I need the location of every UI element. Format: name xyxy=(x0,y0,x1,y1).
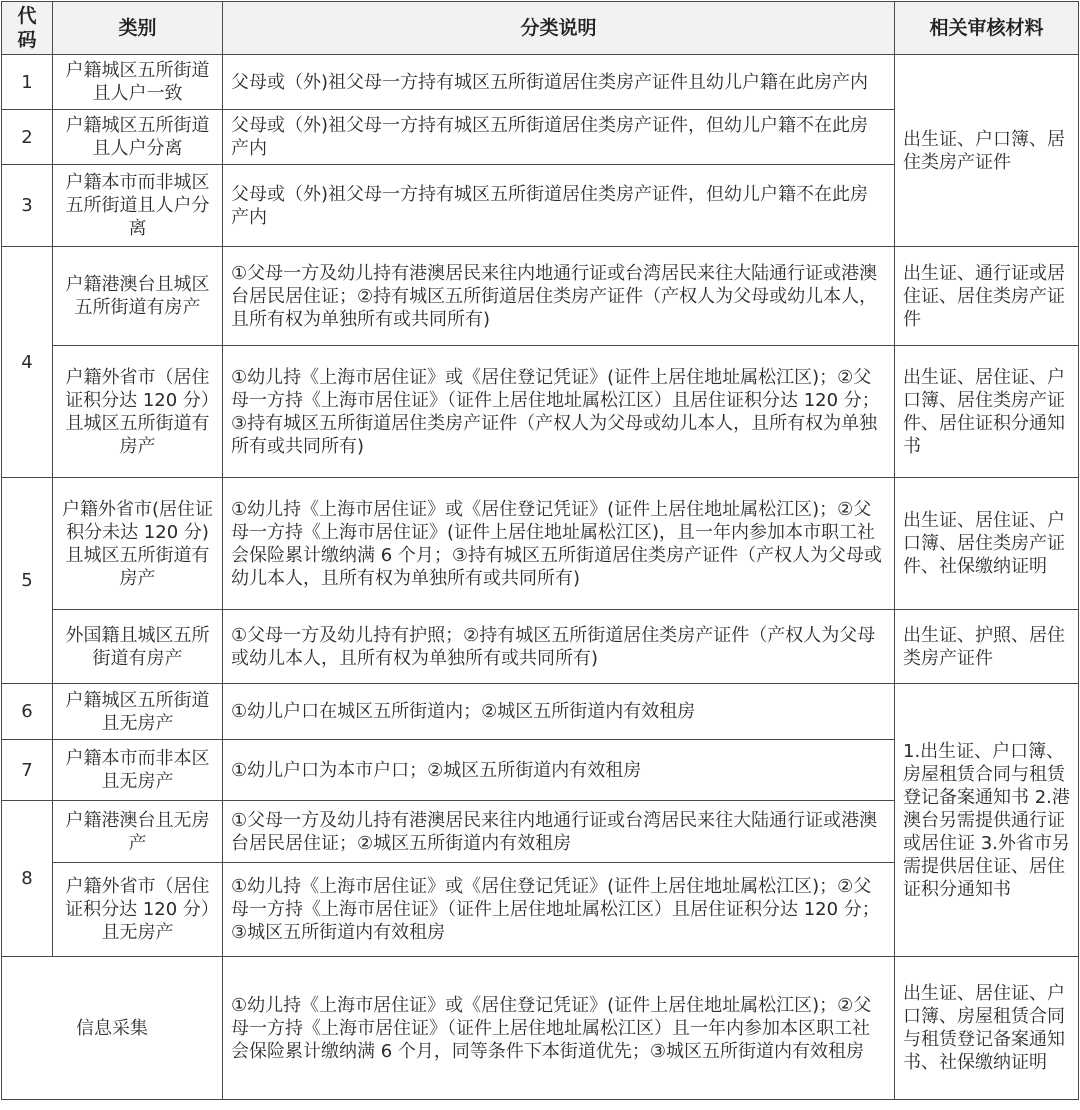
row-code: 6 xyxy=(2,684,53,740)
row-code: 1 xyxy=(2,55,53,110)
row-category: 户籍本市而非本区且无房产 xyxy=(53,740,223,801)
row-code: 3 xyxy=(2,165,53,247)
row-description: 父母或（外)祖父母一方持有城区五所街道居住类房产证件，但幼儿户籍不在此房产内 xyxy=(223,110,895,165)
row-materials: 出生证、居住证、户口簿、居住类房产证件、居住证积分通知书 xyxy=(895,346,1079,478)
table-row xyxy=(2,610,1079,684)
row-category: 户籍城区五所街道且人户一致 xyxy=(53,55,223,110)
row-materials: 出生证、户口簿、居住类房产证件 xyxy=(895,55,1079,247)
row-description: ①父母一方及幼儿持有港澳居民来往内地通行证或台湾居民来往大陆通行证或港澳台居民居住证；②城区五所街道内有效租房 xyxy=(223,801,895,863)
row-description: ①父母一方及幼儿持有港澳居民来往内地通行证或台湾居民来往大陆通行证或港澳台居民居住证；②持有城区五所街道居住类房产证件（产权人为父母或幼儿本人，且所有权为单独所有或共同所有) xyxy=(223,247,895,346)
table-row xyxy=(2,684,1079,740)
table-row xyxy=(2,478,1079,610)
row-code: 2 xyxy=(2,110,53,165)
row-code: 7 xyxy=(2,740,53,801)
table-row xyxy=(2,247,1079,346)
row-category: 户籍外省市（居住证积分达 120 分）且城区五所街道有房产 xyxy=(53,346,223,478)
row-materials: 出生证、护照、居住类房产证件 xyxy=(895,610,1079,684)
header-materials: 相关审核材料 xyxy=(895,2,1079,55)
row-description: ①幼儿持《上海市居住证》或《居住登记凭证》(证件上居住地址属松江区)；②父母一方持《上海市居住证》（证件上居住地址属松江区）且居住证积分达 120 分；③持有城区五所街道居住类房产证件（产权人为父母或幼儿本人，且所有权为单独所有或共同所有) xyxy=(223,346,895,478)
row-description: ①幼儿持《上海市居住证》或《居住登记凭证》(证件上居住地址属松江区)；②父母一方持《上海市居住证》（证件上居住地址属松江区）且居住证积分达 120 分；③城区五所街道内有效租房 xyxy=(223,863,895,957)
row-description: ①幼儿户口在城区五所街道内；②城区五所街道内有效租房 xyxy=(223,684,895,740)
row-materials: 出生证、通行证或居住证、居住类房产证件 xyxy=(895,247,1079,346)
header-category: 类别 xyxy=(53,2,223,55)
table-row xyxy=(2,957,1079,1100)
row-category: 户籍港澳台且城区五所街道有房产 xyxy=(53,247,223,346)
row-description: 父母或（外)祖父母一方持有城区五所街道居住类房产证件，但幼儿户籍不在此房产内 xyxy=(223,165,895,247)
table-row xyxy=(2,55,1079,110)
row-description: ①幼儿持《上海市居住证》或《居住登记凭证》(证件上居住地址属松江区)；②父母一方持《上海市居住证》（证件上居住地址属松江区）且一年内参加本区职工社会保险累计缴纳满 6 个月，同等条件下本街道优先；③城区五所街道内有效租房 xyxy=(223,957,895,1100)
row-materials: 出生证、居住证、户口簿、居住类房产证件、社保缴纳证明 xyxy=(895,478,1079,610)
row-category: 户籍城区五所街道且人户分离 xyxy=(53,110,223,165)
row-category: 户籍外省市（居住证积分达 120 分）且无房产 xyxy=(53,863,223,957)
row-category: 信息采集 xyxy=(2,957,223,1100)
row-category: 户籍外省市(居住证积分未达 120 分)且城区五所街道有房产 xyxy=(53,478,223,610)
row-category: 户籍本市而非城区五所街道且人户分离 xyxy=(53,165,223,247)
row-category: 外国籍且城区五所街道有房产 xyxy=(53,610,223,684)
row-description: 父母或（外)祖父母一方持有城区五所街道居住类房产证件且幼儿户籍在此房产内 xyxy=(223,55,895,110)
classification-table xyxy=(1,1,1079,1100)
row-materials: 出生证、居住证、户口簿、房屋租赁合同与租赁登记备案通知书、社保缴纳证明 xyxy=(895,957,1079,1100)
header-code: 代码 xyxy=(2,2,53,55)
row-category: 户籍城区五所街道且无房产 xyxy=(53,684,223,740)
row-description: ①父母一方及幼儿持有护照；②持有城区五所街道居住类房产证件（产权人为父母或幼儿本人，且所有权为单独所有或共同所有) xyxy=(223,610,895,684)
row-description: ①幼儿户口为本市户口；②城区五所街道内有效租房 xyxy=(223,740,895,801)
row-code: 8 xyxy=(2,801,53,957)
header-description: 分类说明 xyxy=(223,2,895,55)
row-description: ①幼儿持《上海市居住证》或《居住登记凭证》(证件上居住地址属松江区)；②父母一方持《上海市居住证》(证件上居住地址属松江区)，且一年内参加本市职工社会保险累计缴纳满 6 个月；③持有城区五所街道居住类房产证件（产权人为父母或幼儿本人，且所有权为单独所有或共同所有) xyxy=(223,478,895,610)
row-code: 5 xyxy=(2,478,53,684)
row-category: 户籍港澳台且无房产 xyxy=(53,801,223,863)
table-row xyxy=(2,346,1079,478)
row-materials: 1.出生证、户口簿、房屋租赁合同与租赁登记备案通知书 2.港澳台另需提供通行证或居住证 3.外省市另需提供居住证、居住证积分通知书 xyxy=(895,684,1079,957)
row-code: 4 xyxy=(2,247,53,478)
header-row xyxy=(2,2,1079,55)
